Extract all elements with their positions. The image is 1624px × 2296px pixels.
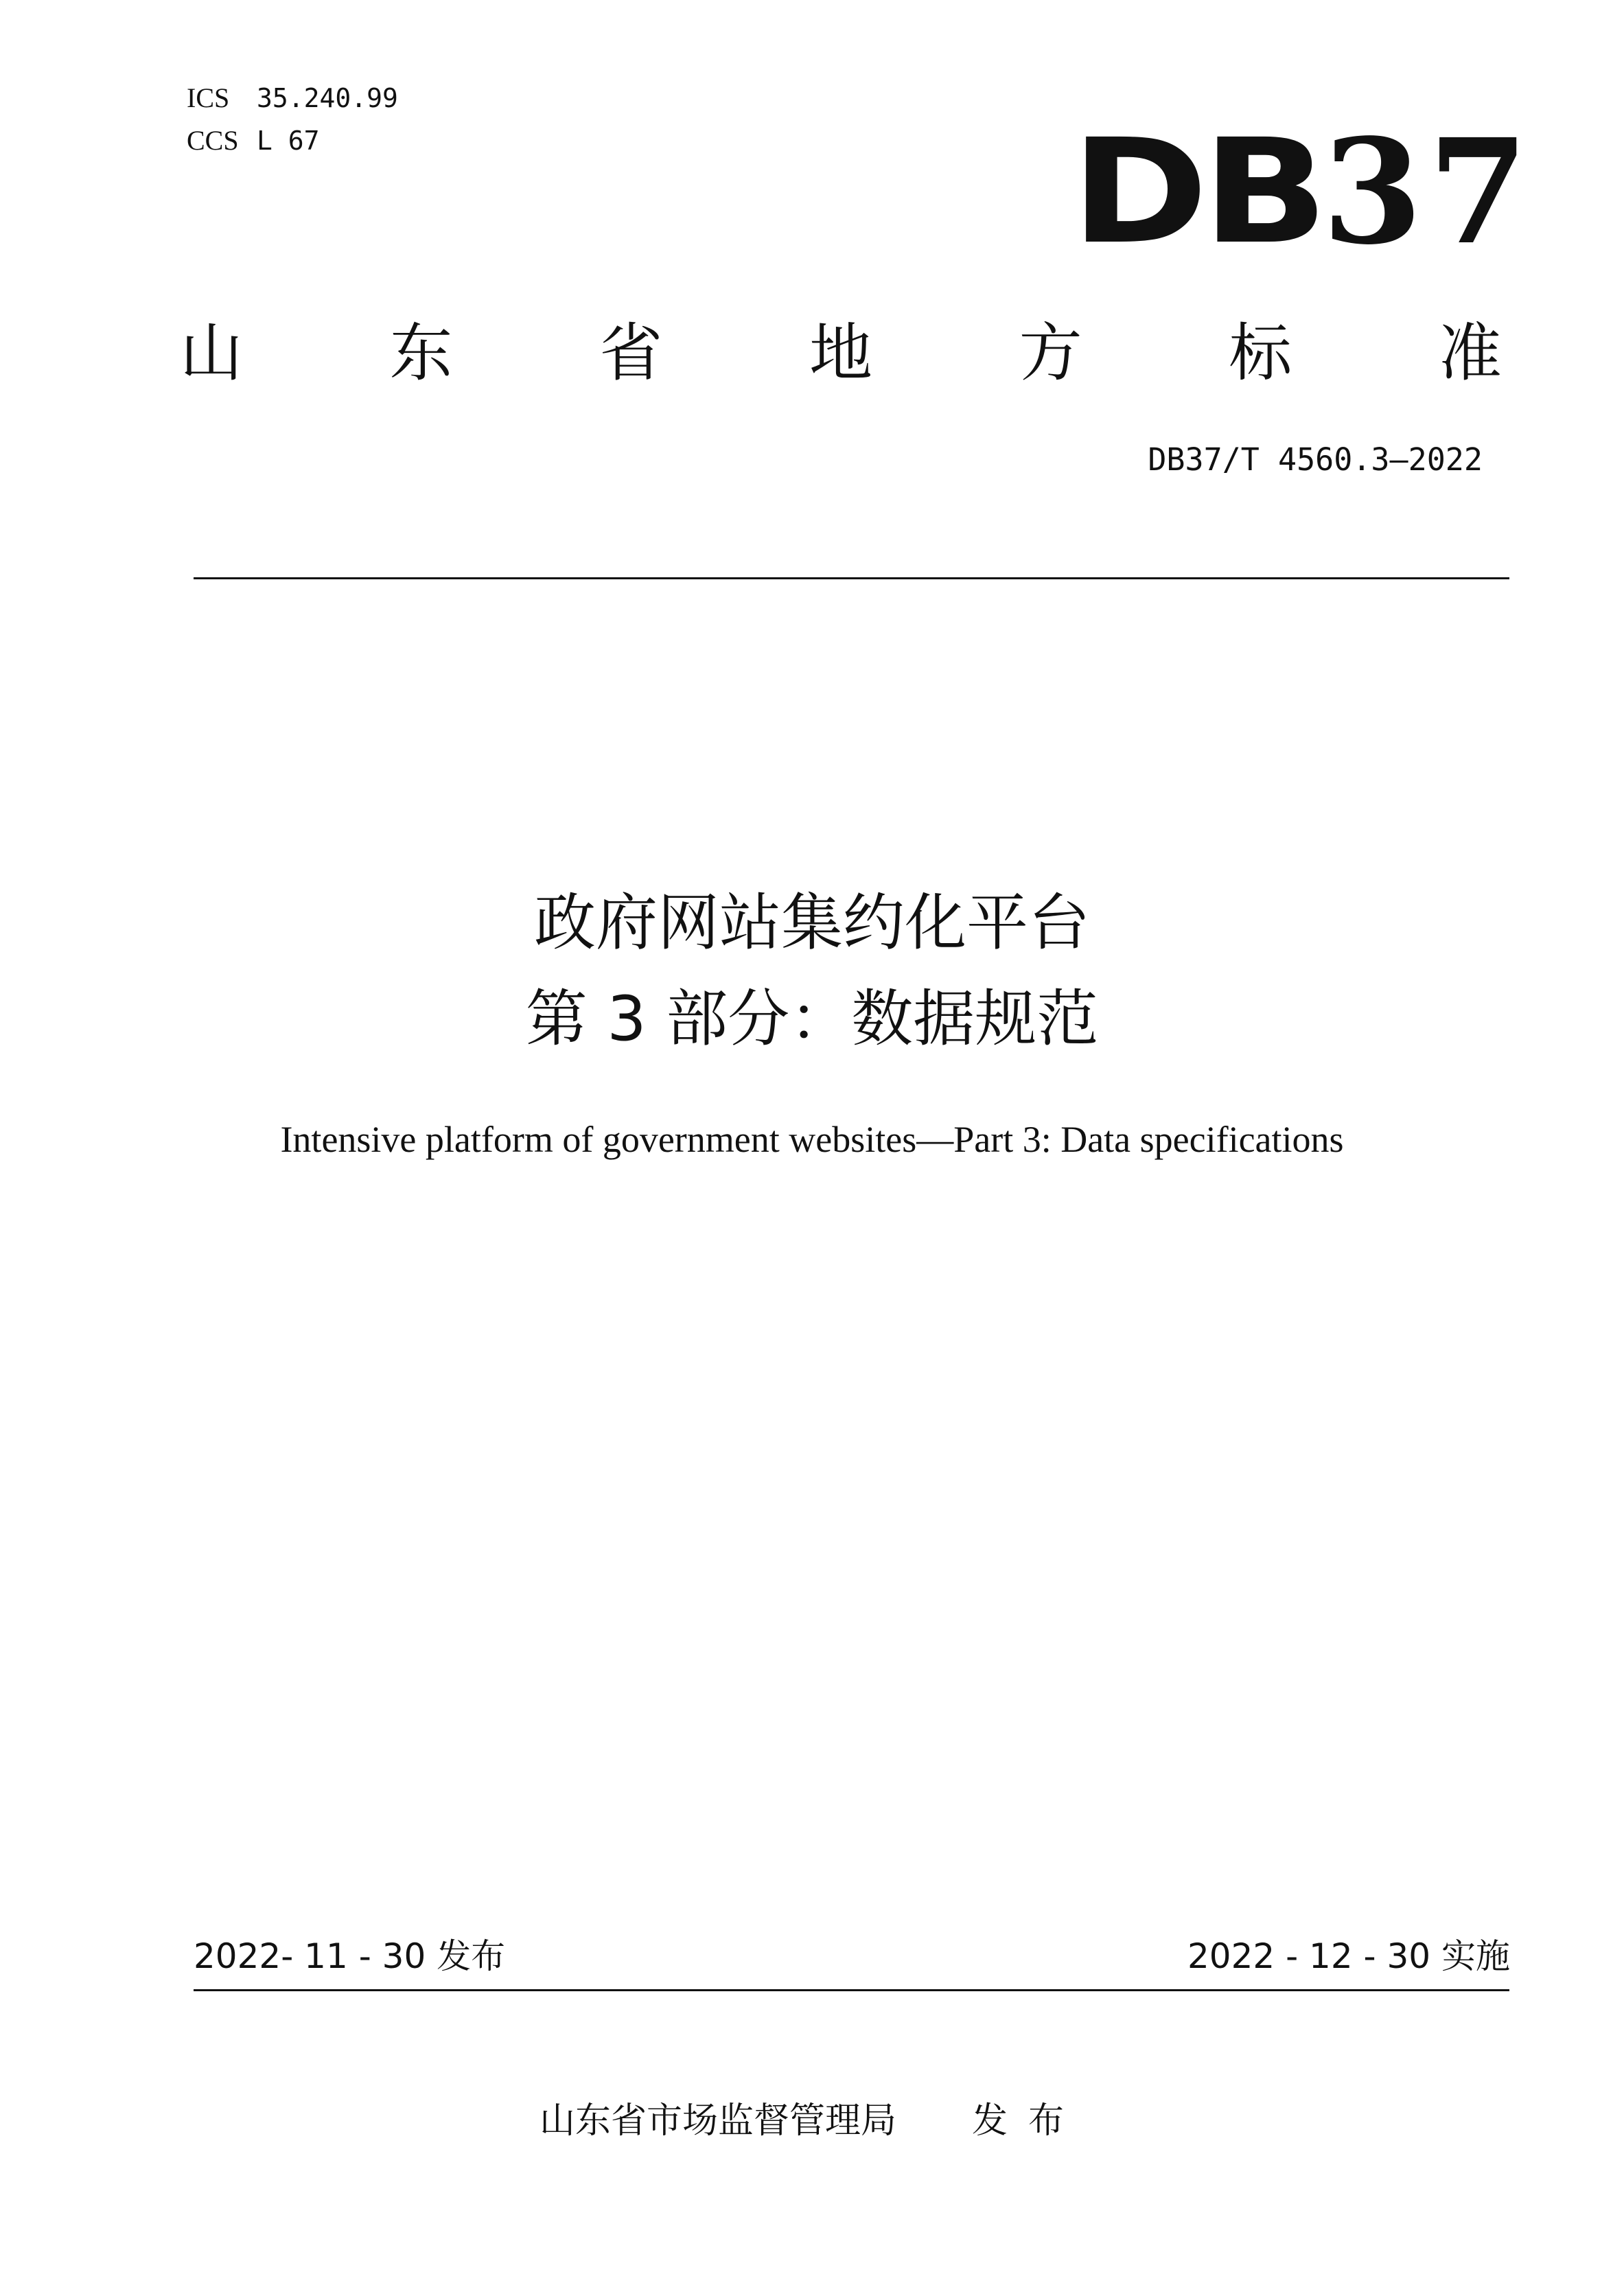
document-title-english: Intensive platform of government websites—Part 3: Data specifications xyxy=(280,1119,1344,1160)
standard-type-char: 方 xyxy=(1019,316,1082,390)
publisher-action: 发布 xyxy=(972,2100,1085,2142)
standard-type-char: 地 xyxy=(809,316,872,390)
standard-type-char: 标 xyxy=(1229,316,1292,390)
ccs-value: L 67 xyxy=(257,126,320,156)
db37-logo xyxy=(1071,107,1534,277)
document-title-line2: 第 3 部分：数据规范 xyxy=(525,983,1099,1055)
publisher-name: 山东省市场监督管理局 xyxy=(539,2100,896,2142)
ics-label: ICS xyxy=(187,82,230,113)
ccs-row xyxy=(187,119,398,162)
top-divider xyxy=(194,577,1509,579)
ics-value: 35.240.99 xyxy=(257,83,398,113)
document-title-line1: 政府网站集约化平台 xyxy=(534,887,1090,959)
ccs-label: CCS xyxy=(187,125,239,156)
classification-block xyxy=(187,77,398,162)
standard-code: DB37/T 4560.3—2022 xyxy=(1148,441,1483,478)
publisher-line xyxy=(0,2097,1624,2145)
implementation-date: 2022 - 12 - 30 实施 xyxy=(1187,1936,1510,1976)
standard-type-char: 准 xyxy=(1438,316,1502,390)
issue-date: 2022- 11 - 30 发布 xyxy=(194,1936,506,1976)
logo-number: 37 xyxy=(1322,107,1534,277)
standard-type-heading xyxy=(180,312,1502,395)
logo-letters: DB xyxy=(1071,108,1323,276)
ics-row xyxy=(187,77,398,119)
standard-type-char: 省 xyxy=(599,316,663,390)
standard-type-char: 东 xyxy=(389,316,453,390)
standard-type-char: 山 xyxy=(180,316,244,390)
bottom-divider xyxy=(194,1989,1509,1991)
